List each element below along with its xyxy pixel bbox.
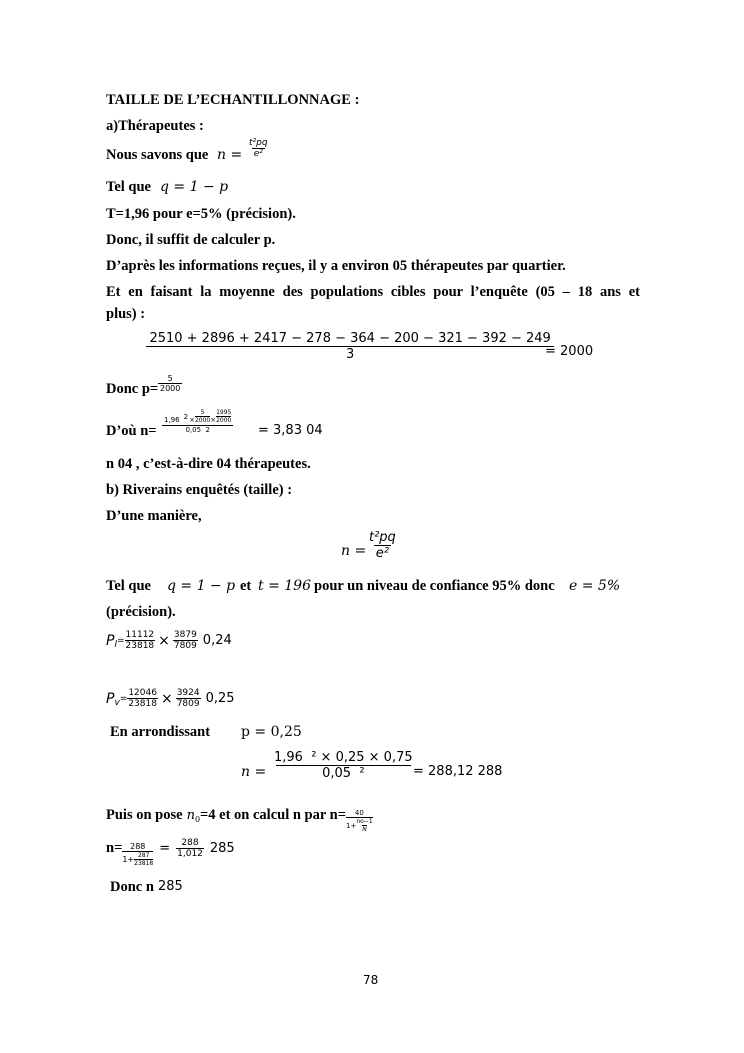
- puis-n0-sub: 0: [194, 814, 201, 824]
- n-final-f1: [122, 842, 153, 867]
- donc-n-value: 285: [158, 879, 183, 894]
- dou-n-f2-num: 1995: [216, 409, 232, 416]
- pl-times: ×: [158, 632, 170, 649]
- tel-que2-c: pour un niveau de confiance 95% donc: [314, 578, 555, 594]
- n-final-f2-den: 1,012: [177, 849, 203, 859]
- pv-sub: v: [114, 697, 120, 708]
- moyenne-text-line2: plus) :: [106, 306, 146, 322]
- pv-result: 0,25: [205, 691, 235, 706]
- dou-n-fraction: [162, 409, 233, 434]
- formula-n2-den: e²: [375, 546, 390, 561]
- n-formula-result: = 288,12 288: [413, 764, 503, 779]
- donc-n-label: Donc n: [110, 879, 154, 895]
- pv-f1: [127, 688, 158, 709]
- tel-que2-b: et: [240, 578, 252, 594]
- donc-p-den: 2000: [160, 384, 181, 393]
- formula-n-den: e²: [253, 149, 263, 159]
- n-final-line: [106, 836, 235, 867]
- pl-eq: =: [116, 635, 125, 646]
- big-fraction-result: = 2000: [545, 344, 594, 359]
- nous-savons-text: Nous savons que: [106, 147, 209, 163]
- n-final-inner-den: 23818: [134, 860, 154, 867]
- puis-inner-num: no−1: [356, 818, 373, 825]
- dou-n-numerator: [162, 409, 233, 426]
- precision-text: (précision).: [106, 604, 176, 620]
- big-fraction-den: 3: [146, 346, 554, 362]
- pv-formula: [106, 688, 235, 709]
- moyenne-text-line1: Et en faisant la moyenne des populations cibles pour l’enquête (05 – 18 ans et: [106, 284, 640, 300]
- informations-text: D’après les informations reçues, il y a environ 05 thérapeutes par quartier.: [106, 258, 566, 274]
- tel-que2-q: q = 1 − p: [167, 578, 236, 594]
- puis-num: 40: [354, 809, 364, 817]
- donc-p-label: Donc p=: [106, 381, 159, 397]
- dou-n-times2: ×: [210, 416, 217, 424]
- formula-n-num: t²pq: [249, 138, 268, 148]
- puis-inner-den: N: [362, 826, 367, 833]
- formula-n-lhs: n =: [217, 147, 243, 163]
- n-final-f2-num: 288: [181, 838, 199, 848]
- pl-label: P: [106, 632, 115, 649]
- tel-que2-a: Tel que: [106, 578, 151, 594]
- pl-f1: [125, 630, 156, 651]
- donc-p-fraction: [158, 374, 182, 393]
- puis-line: [106, 803, 373, 833]
- heading: TAILLE DE L’ECHANTILLONNAGE :: [106, 92, 360, 108]
- pv-eq: =: [119, 693, 128, 704]
- dou-n-times1: ×: [189, 416, 195, 424]
- n-formula-fraction: [272, 750, 415, 781]
- dou-n-f1-num: 5: [200, 409, 205, 416]
- n-final-den-a: 1+: [122, 855, 135, 864]
- n-final-inner-num: 287: [137, 852, 150, 859]
- dou-n-f2-den: 2000: [216, 417, 232, 424]
- pv-f2: [176, 688, 201, 709]
- tel-que-text: Tel que: [106, 179, 151, 195]
- n-final-inner: [134, 852, 153, 867]
- tel-que2-t: t = 196: [258, 578, 311, 594]
- puis-inner: [356, 818, 372, 833]
- dou-n-den: 0,05 2: [185, 426, 210, 434]
- section-a-title: a)Thérapeutes :: [106, 118, 204, 134]
- formula-n-fraction: [247, 138, 270, 159]
- pl-f1-den: 23818: [125, 641, 155, 651]
- dou-n-num-b: 2: [183, 413, 189, 421]
- formula-n2-num: t²pq: [369, 530, 396, 545]
- page-number: 78: [363, 973, 379, 987]
- pv-label: P: [106, 690, 115, 707]
- big-fraction-num: 2510 + 2896 + 2417 − 278 − 364 − 200 − 321 − 392 − 249: [149, 331, 551, 346]
- section-b-title: b) Riverains enquêtés (taille) :: [106, 482, 293, 498]
- formula-n2-fraction: [367, 530, 398, 561]
- dou-n-result: = 3,83 04: [258, 423, 323, 438]
- n-formula-num: 1,96 ² × 0,25 × 0,75: [274, 750, 413, 765]
- pv-f2-den: 7809: [176, 699, 200, 709]
- pv-times: ×: [160, 690, 173, 707]
- n-final-f1-num: 288: [130, 842, 146, 851]
- dou-n-f1-den: 2000: [194, 417, 211, 424]
- n-final-f1-den: [122, 851, 153, 867]
- n-final-f2: [176, 838, 204, 859]
- donc-calculer-text: Donc, il suffit de calculer p.: [106, 232, 276, 248]
- puis-mid: =4 et on calcul n par n=: [200, 806, 346, 823]
- arrondissant-label: En arrondissant: [110, 724, 211, 740]
- n-final-eq: =: [159, 841, 171, 856]
- donc-p-num: 5: [167, 374, 173, 383]
- pl-f2-den: 7809: [173, 641, 197, 651]
- dou-n-num-a: 1,96: [164, 416, 180, 424]
- tel-que2-e: e = 5%: [569, 578, 621, 594]
- pl-f1-num: 11112: [125, 630, 155, 640]
- n-formula-den: 0,05 ²: [276, 765, 410, 781]
- n-final-result: 285: [209, 841, 235, 856]
- pl-formula: [106, 630, 232, 651]
- pl-f2-num: 3879: [173, 630, 197, 640]
- big-fraction: [146, 331, 554, 362]
- n04-text: n 04 , c’est-à-dire 04 thérapeutes.: [106, 456, 311, 472]
- puis-n0: n: [186, 807, 195, 823]
- arrondissant-value: p = 0,25: [241, 724, 302, 740]
- n-final-label: n=: [106, 840, 123, 856]
- puis-den-a: 1+: [346, 821, 357, 830]
- formula-n2-lhs: n =: [341, 543, 367, 559]
- dou-n-f1: [195, 409, 210, 424]
- dou-n-f2: [216, 409, 231, 424]
- puis-label: Puis on pose: [106, 806, 183, 823]
- t-value-text: T=1,96 pour e=5% (précision).: [106, 206, 296, 222]
- pl-result: 0,24: [202, 633, 232, 648]
- pl-sub: l: [114, 639, 117, 650]
- pv-f2-num: 3924: [176, 688, 200, 698]
- n-formula-lhs: n =: [241, 764, 267, 780]
- puis-fraction: [346, 809, 373, 833]
- pv-f1-den: 23818: [128, 699, 157, 709]
- pv-f1-num: 12046: [128, 688, 157, 698]
- pl-f2: [173, 630, 198, 651]
- puis-den: [346, 817, 373, 833]
- dune-maniere-text: D’une manière,: [106, 508, 202, 524]
- dou-n-label: D’où n=: [106, 423, 157, 439]
- formula-q: q = 1 − p: [160, 179, 229, 195]
